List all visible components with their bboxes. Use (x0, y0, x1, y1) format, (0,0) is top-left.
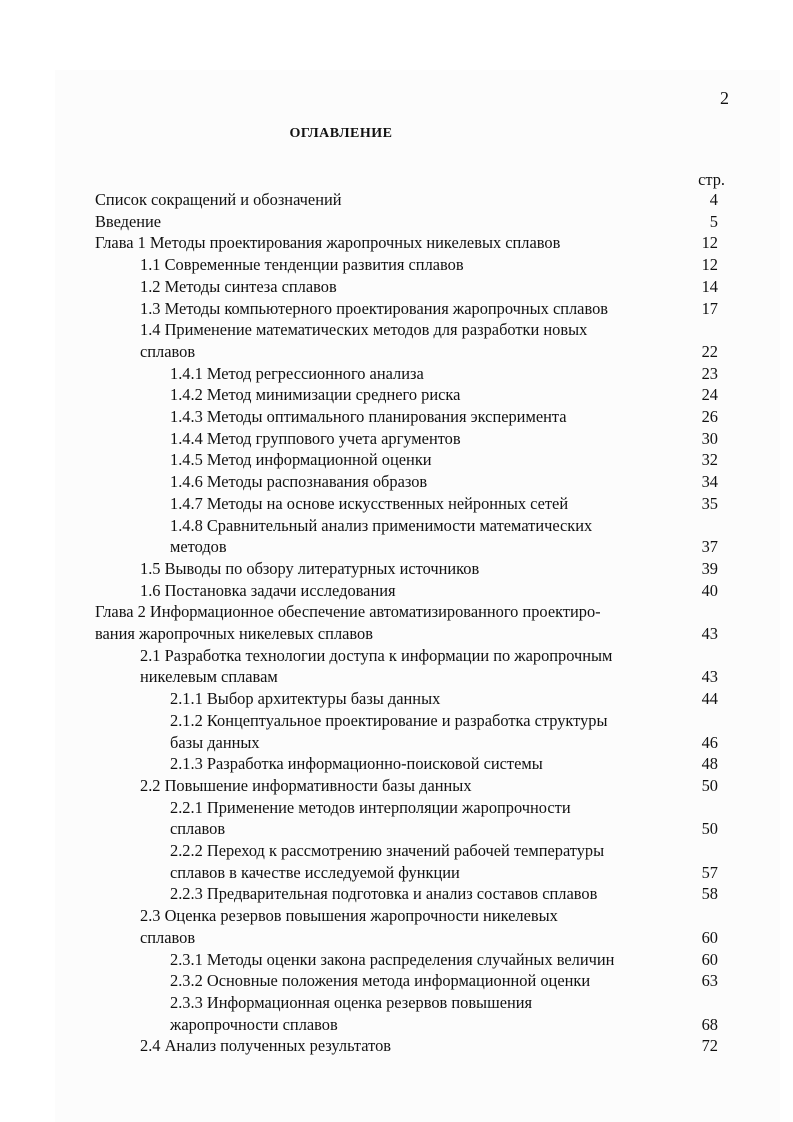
toc-entry-line: жаропрочности сплавов (170, 1014, 338, 1034)
toc-entry-page: 12 (701, 255, 718, 275)
toc-entry-page: 40 (701, 580, 718, 600)
toc-entry-page: 39 (701, 558, 718, 578)
toc-entry-line: сплавов (140, 341, 196, 361)
toc-entry-page: 68 (701, 1014, 718, 1034)
toc-entry-line: 2.3.1 Методы оценки закона распределения случайных величин (170, 949, 615, 969)
toc-entry-line: никелевым сплавам (140, 667, 278, 687)
toc-entry-page: 30 (701, 428, 718, 448)
toc-entry-page: 44 (701, 689, 718, 709)
toc-entry-line: базы данных (170, 732, 260, 752)
toc-entry-line: 2.3 Оценка резервов повышения жаропрочности никелевых (140, 906, 558, 926)
toc-entry-line: сплавов (170, 819, 226, 839)
toc-entry-line: 2.1.2 Концептуальное проектирование и разработка структуры (170, 710, 608, 730)
toc-entry-page: 43 (701, 667, 718, 687)
toc-entry-page: 14 (701, 276, 718, 296)
toc-entry-page: 5 (709, 211, 718, 231)
toc-entry-line: 1.4.8 Сравнительный анализ применимости математических (170, 515, 593, 535)
toc-entry-page: 37 (701, 537, 718, 557)
toc-entry-line: 2.2 Повышение информативности базы данных (140, 775, 472, 795)
toc-entry-line: 2.1.1 Выбор архитектуры базы данных (170, 689, 441, 709)
toc-entry-page: 57 (701, 862, 718, 882)
toc-entry-line: 2.1.3 Разработка информационно-поисковой системы (170, 754, 543, 774)
toc-entry-line: 1.4.2 Метод минимизации среднего риска (170, 385, 461, 405)
toc-entry-line: вания жаропрочных никелевых сплавов (95, 624, 373, 643)
toc-entry-line: 1.4.4 Метод группового учета аргументов (170, 428, 461, 448)
page-column-label: стр. (698, 170, 725, 189)
toc-entry-page: 50 (701, 775, 718, 795)
toc-entry-line: Список сокращений и обозначений (95, 190, 342, 209)
toc-entry-page: 60 (701, 927, 718, 947)
toc-entry-line: 1.3 Методы компьютерного проектирования жаропрочных сплавов (140, 298, 609, 318)
toc-entry-page: 23 (701, 363, 718, 383)
page-title: ОГЛАВЛЕНИЕ (289, 126, 393, 141)
toc-entry-page: 43 (701, 624, 718, 643)
toc-entry-page: 32 (701, 450, 718, 470)
toc-entry-line: сплавов (140, 927, 196, 947)
toc-entry-page: 35 (701, 493, 718, 513)
toc-entry-line: 2.2.2 Переход к рассмотрению значений рабочей температуры (170, 841, 605, 860)
toc-entry-line: 2.3.3 Информационная оценка резервов повышения (170, 992, 533, 1012)
toc-entry-line: 1.6 Постановка задачи исследования (140, 580, 396, 600)
toc-entry-line: 1.4.1 Метод регрессионного анализа (170, 363, 424, 383)
toc-entry-page: 72 (701, 1036, 718, 1056)
toc-entry-page: 48 (701, 754, 718, 774)
toc-entry-line: Глава 2 Информационное обеспечение автоматизированного проектиро- (95, 602, 601, 622)
toc-entry-line: 2.3.2 Основные положения метода информационной оценки (170, 971, 591, 991)
toc-entry-line: 1.4.7 Методы на основе искусственных нейронных сетей (170, 493, 569, 513)
toc-entry-page: 34 (701, 472, 718, 492)
toc-entry-line: 1.5 Выводы по обзору литературных источников (140, 558, 480, 578)
toc-entry-page: 17 (701, 298, 718, 318)
toc-entry-line: 2.2.3 Предварительная подготовка и анализ составов сплавов (170, 884, 598, 904)
toc-entry-line: 2.1 Разработка технологии доступа к информации по жаропрочным (140, 645, 613, 665)
toc-entry-page: 26 (701, 407, 718, 426)
toc-entry-page: 58 (701, 884, 718, 904)
toc-entry-line: Введение (95, 211, 162, 231)
toc-entry-line: методов (170, 537, 227, 557)
toc-entry-page: 24 (701, 385, 718, 405)
toc-entry-line: 2.2.1 Применение методов интерполяции жаропрочности (170, 797, 571, 817)
toc-entry-page: 50 (701, 819, 718, 839)
toc-entry-page: 4 (709, 190, 718, 209)
page-number: 2 (720, 88, 729, 108)
toc-entry-line: 1.1 Современные тенденции развития сплавов (140, 255, 464, 275)
toc-entry-line: 1.4.6 Методы распознавания образов (170, 472, 428, 492)
toc-entry-page: 60 (701, 949, 718, 969)
toc-entry-page: 46 (701, 732, 718, 752)
toc-entry-line: 2.4 Анализ полученных результатов (140, 1036, 392, 1056)
toc-entry-line: 1.4.3 Методы оптимального планирования эксперимента (170, 407, 567, 426)
toc-entry-line: Глава 1 Методы проектирования жаропрочных никелевых сплавов (95, 233, 561, 253)
toc-entry-line: 1.2 Методы синтеза сплавов (140, 276, 337, 296)
toc-entry-page: 12 (701, 233, 718, 253)
toc-entry-page: 63 (701, 971, 718, 991)
toc-entry-line: 1.4.5 Метод информационной оценки (170, 450, 432, 470)
toc-entry-line: сплавов в качестве исследуемой функции (170, 862, 460, 882)
toc-entry-page: 22 (701, 341, 718, 361)
toc-entry-line: 1.4 Применение математических методов для разработки новых (140, 320, 588, 340)
